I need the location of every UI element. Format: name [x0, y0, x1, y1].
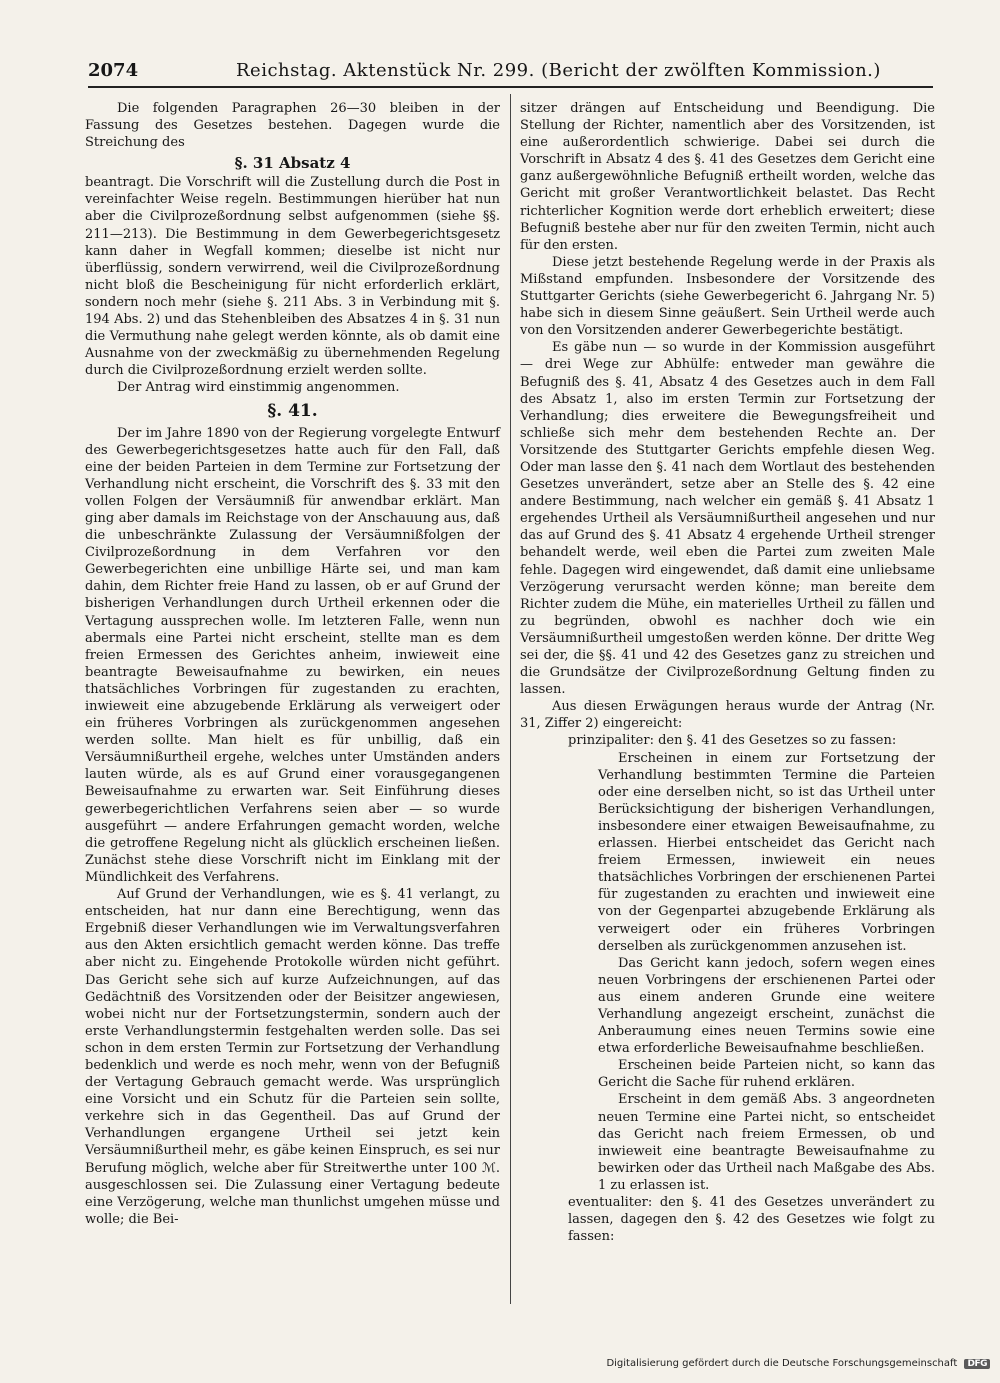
paragraph: Aus diesen Erwägungen heraus wurde der Antrag (Nr. 31, Ziffer 2) eingereicht:	[520, 699, 935, 732]
paragraph: Die folgenden Paragraphen 26—30 bleiben in der Fassung des Gesetzes bestehen. Dagegen wurde die Streichung des	[85, 101, 500, 151]
paragraph: beantragt. Die Vorschrift will die Zustellung durch die Post in vereinfachter Weise regeln. Bestimmungen hierüber hat nun aber die Civilprozeßordnung selbst aufgenommen (siehe §§. 211—213). Die Bestimmung in dem Gewerbegerichtsgesetz kann daher in Wegfall kommen; dieselbe ist nicht nur überflüssig, sondern verwirrend, weil die Civilprozeßordnung nicht bloß die Bescheinigung für nicht erforderlich erklärt, sondern noch mehr (siehe §. 211 Abs. 3 in Verbindung mit §. 194 Abs. 2) und das Stehenbleiben des Absatzes 4 in §. 31 nun die Vermuthung nahe gelegt werden könnte, als ob damit eine Ausnahme von der zweckmäßig zu übernehmenden Regelung durch die Civilprozeßordnung erzielt werden sollte.	[85, 175, 500, 379]
paragraph: Auf Grund der Verhandlungen, wie es §. 41 verlangt, zu entscheiden, hat nur dann eine Berechtigung, wenn das Ergebniß dieser Verhandlungen wie im Verwaltungsverfahren aus den Akten ersichtlich gemacht werden könne. Das treffe aber nicht zu. Eingehende Protokolle würden nicht geführt. Das Gericht sehe sich auf kurze Aufzeichnungen, auf das Gedächtniß des Vorsitzenden oder der Beisitzer angewiesen, wobei nicht nur der Fortsetzungstermin, sondern auch der erste Verhandlungstermin festgehalten werden solle. Das sei schon in dem ersten Termin zur Fortsetzung der Verhandlung bedenklich und werde es noch mehr, wenn von der Befugniß der Vertagung Gebrauch gemacht werde. Was ursprünglich eine Vorsicht und ein Schutz für die Parteien sein sollte, verkehre sich in das Gegentheil. Das auf Grund der Verhandlungen ergangene Urtheil sei jetzt kein Versäumnißurtheil mehr, es gäbe keinen Einspruch, es sei nur Berufung möglich, welche aber für Streitwerthe unter 100 ℳ. ausgeschlossen sei. Die Zulassung einer Vertagung bedeute eine Verzögerung, welche man thunlichst umgehen müsse und wolle; die Bei-	[85, 887, 500, 1227]
motion-text: Das Gericht kann jedoch, sofern wegen eines neuen Vorbringens der erschienenen Partei oder aus einem anderen Grunde eine weitere Verhandlung angezeigt erscheint, zunächst die Anberaumung eines neuen Termins sowie eine etwa erforderliche Beweisaufnahme beschließen.	[598, 955, 935, 1057]
paragraph: Der im Jahre 1890 von der Regierung vorgelegte Entwurf des Gewerbegerichtsgesetzes hatte auch für den Fall, daß eine der beiden Parteien in dem Termine zur Fortsetzung der Verhandlung nicht erscheint, die Vorschrift des §. 33 mit den vollen Folgen der Versäumniß für anwendbar erklärt. Man ging aber damals im Reichstage von der Anschauung aus, daß die unbeschränkte Zulassung der Versäumnißfolgen der Civilprozeßordnung in dem Verfahren vor den Gewerbegerichten eine unbillige Härte sei, und man kam dahin, dem Richter freie Hand zu lassen, ob er auf Grund der bisherigen Verhandlungen durch Urtheil erkennen oder die Vertagung aussprechen wolle. Im letzteren Falle, wenn nun abermals eine Partei nicht erscheint, stellte man es dem freien Ermessen des Gerichtes anheim, inwieweit eine beantragte Beweisaufnahme zu bewirken, ein neues thatsächliches Vorbringen für zugestanden zu erachten, inwieweit eine abzugebende Erklärung als verweigert oder ein früheres Vorbringen als zurückgenommen angesehen werden sollte. Man hielt es für unbillig, daß ein Versäumnißurtheil ergehe, welches unter Umständen anders lauten würde, als es auf Grund einer vorausgegangenen Beweisaufnahme zu erwarten war. Seit Einführung dieses gewerbegerichtlichen Verfahrens seien aber — so wurde ausgeführt — andere Erfahrungen gemacht worden, welche die getroffene Regelung nicht als glücklich erscheinen ließen. Zunächst stehe diese Vorschrift nicht im Einklang mit der Mündlichkeit des Verfahrens.	[85, 425, 500, 885]
column-divider	[510, 94, 511, 1304]
page-header	[88, 60, 933, 88]
motion-label: eventualiter: den §. 41 des Gesetzes unverändert zu lassen, dagegen den §. 42 des Gesetzes wie folgt zu fassen:	[568, 1195, 935, 1245]
right-column	[520, 100, 935, 1245]
paragraph: Der Antrag wird einstimmig angenommen.	[117, 380, 400, 396]
motion-label: prinzipaliter: den §. 41 des Gesetzes so zu fassen:	[568, 733, 897, 749]
page-number: 2074	[88, 60, 139, 81]
paragraph: Diese jetzt bestehende Regelung werde in der Praxis als Mißstand empfunden. Insbesondere der Vorsitzende des Stuttgarter Gerichts (siehe Gewerbegericht 6. Jahrgang Nr. 5) habe sich in diesem Sinne geäußert. Sein Urtheil werde auch von den Vorsitzenden anderer Gewerbegerichte bestätigt.	[520, 254, 935, 339]
section-heading: §. 31 Absatz 4	[234, 154, 351, 173]
running-title: Reichstag. Aktenstück Nr. 299. (Bericht der zwölften Kommission.)	[236, 60, 881, 81]
dfg-logo: DFG	[964, 1359, 990, 1369]
footer-text: Digitalisierung gefördert durch die Deutsche Forschungsgemeinschaft	[606, 1358, 958, 1369]
footer-credit	[600, 1358, 990, 1369]
motion-text: Erscheint in dem gemäß Abs. 3 angeordneten neuen Termine eine Partei nicht, so entscheidet das Gericht nach freiem Ermessen, ob und inwieweit eine beantragte Beweisaufnahme zu bewirken oder das Urtheil nach Maßgabe des Abs. 1 zu erlassen ist.	[598, 1092, 935, 1193]
left-column	[85, 100, 500, 1228]
motion-text: Erscheinen in einem zur Fortsetzung der Verhandlung bestimmten Termine die Parteien oder eine derselben nicht, so ist das Urtheil unter Berücksichtigung der bisherigen Verhandlungen, insbesondere einer etwaigen Beweisaufnahme, zu erlassen. Hierbei entscheidet das Gericht nach freiem Ermessen, inwieweit ein neues thatsächliches Vorbringen der erschienenen Partei für zugestanden zu erachten und inwieweit eine von der Gegenpartei abzugebende Erklärung als verweigert oder ein früheres Vorbringen derselben als zurückgenommen anzusehen ist.	[598, 750, 935, 954]
paragraph: Es gäbe nun — so wurde in der Kommission ausgeführt — drei Wege zur Abhülfe: entweder man gewähre die Befugniß des §. 41, Absatz 4 des Gesetzes auch in dem Fall des Absatz 1, also im ersten Termin zur Fortsetzung der Verhandlung; dies erweitere die Bewegungsfreiheit und schließe sich mehr dem bestehenden Rechte an. Der Vorsitzende des Stuttgarter Gerichts empfehle diesen Weg. Oder man lasse den §. 41 nach dem Wortlaut des bestehenden Gesetzes unverändert, setze aber an Stelle des §. 42 eine andere Bestimmung, nach welcher ein gemäß §. 41 Absatz 1 ergehendes Urtheil als Versäumnißurtheil angesehen und nur das auf Grund des §. 41 Absatz 4 ergehende Urtheil strenger behandelt werde, weil eben die Partei zum zweiten Male fehle. Dagegen wird eingewendet, daß damit eine unliebsame Verzögerung verursacht werden könne; man bereite dem Richter zudem die Mühe, ein materielles Urtheil zu fällen und zu begründen, obwohl es nachher doch wie ein Versäumnißurtheil umgestoßen werden könne. Der dritte Weg sei der, die §§. 41 und 42 des Gesetzes ganz zu streichen und die Grundsätze der Civilprozeßordnung Geltung finden zu lassen.	[520, 340, 935, 698]
paragraph: sitzer drängen auf Entscheidung und Beendigung. Die Stellung der Richter, namentlich aber des Vorsitzenden, ist eine außerordentlich schwierige. Dabei sei durch die Vorschrift in Absatz 4 des §. 41 des Gesetzes dem Gericht eine ganz außergewöhnliche Befugniß ertheilt worden, welche das Gericht mit großer Verantwortlichkeit belastet. Das Recht richterlicher Kognition werde dort erheblich erweitert; diese Befugniß bestehe aber nur für den zweiten Termin, nicht auch für den ersten.	[520, 101, 935, 253]
section-heading: §. 41.	[267, 400, 318, 421]
motion-text: Erscheinen beide Parteien nicht, so kann das Gericht die Sache für ruhend erklären.	[598, 1058, 935, 1091]
